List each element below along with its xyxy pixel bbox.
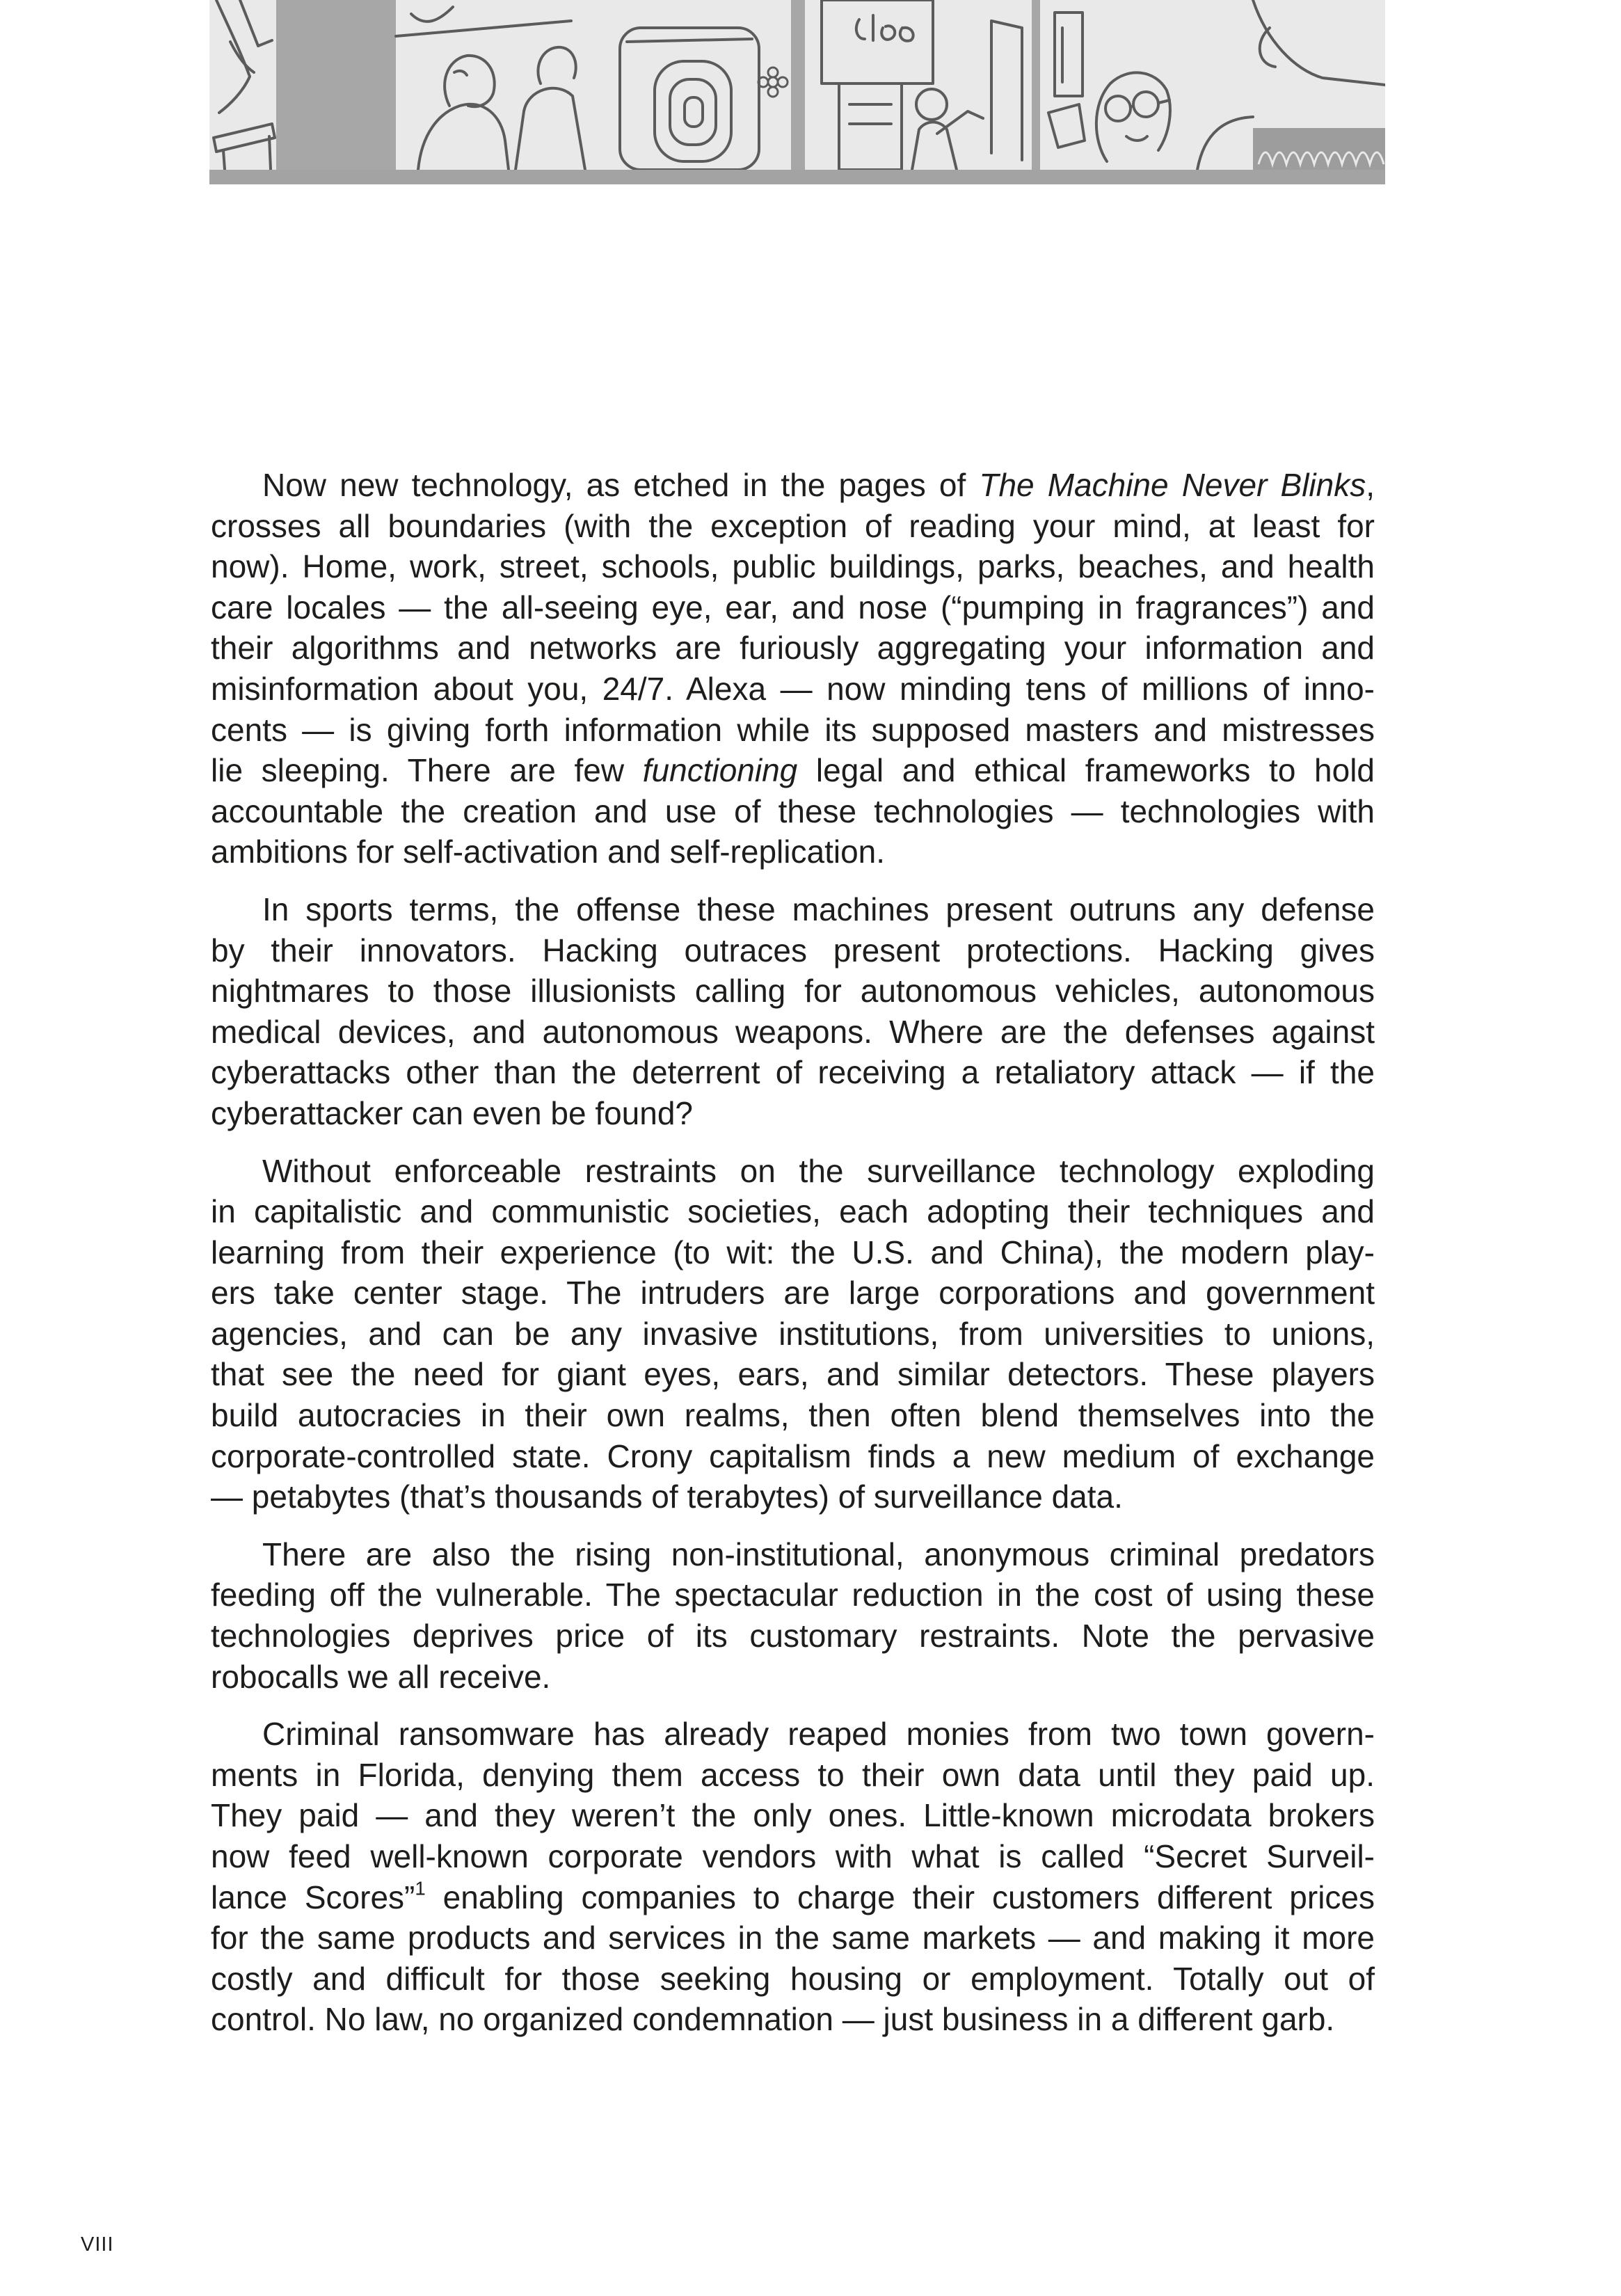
text-line: ambitions for self-activation and self-replication. [211,834,886,870]
text-line [211,1877,1375,1918]
text-line: care locales — the all-seeing eye, ear, and nose (“pumping in fragrances”) and [211,589,1375,625]
body-text [211,465,1375,2040]
illustration-bottom-band [209,170,1385,184]
text-line: control. No law, no organized condemnation — just business in a different garb. [211,2001,1335,2038]
text-line: cyberattacks other than the deterrent of receiving a retaliatory attack — if the [211,1054,1375,1091]
text-line: in capitalistic and communistic societies, each adopting their techniques and [211,1193,1375,1230]
illustration-panel-machine [805,0,1032,170]
text-line: their algorithms and networks are furiously aggregating your information and [211,630,1375,667]
paragraph [211,465,1375,872]
text-line: nightmares to those illusionists calling for autonomous vehicles, autonomous [211,973,1375,1010]
text-line: feeding off the vulnerable. The spectacular reduction in the cost of using these [211,1577,1375,1613]
text-line: crosses all boundaries (with the exception of reading your mind, at least for [211,507,1375,544]
text-line: that see the need for giant eyes, ears, and similar detectors. These players [211,1356,1375,1393]
text-line: corporate-controlled state. Crony capitalism finds a new medium of exchange [211,1437,1375,1474]
text-segment: lance Scores” [211,1879,415,1915]
text-line: for the same products and services in the same markets — and making it more [211,1920,1375,1956]
emphasized-text: The Machine Never Blinks [979,467,1366,503]
text-line: misinformation about you, 24/7. Alexa — now minding tens of millions of inno- [211,670,1375,707]
text-line: cents — is giving forth information while its supposed masters and mistresses [211,711,1375,748]
text-line: now feed well-known corporate vendors with what is called “Secret Surveil- [211,1838,1375,1874]
text-line: agencies, and can be any invasive institutions, from universities to unions, [211,1315,1375,1352]
text-line: There are also the rising non-institutional, anonymous criminal predators [262,1536,1375,1572]
page-number: VIII [81,2233,114,2256]
text-line: — petabytes (that’s thousands of terabytes) of surveillance data. [211,1478,1123,1515]
text-line: learning from their experience (to wit: the U.S. and China), the modern play- [211,1234,1375,1270]
text-line [211,750,1375,791]
text-line: In sports terms, the offense these machines present outruns any defense [262,891,1375,927]
text-line: by their innovators. Hacking outraces present protections. Hacking gives [211,932,1375,968]
emphasized-text: functioning [642,752,798,789]
paragraph [211,1714,1375,2040]
text-line: ments in Florida, denying them access to their own data until they paid up. [211,1756,1375,1793]
text-line: cyberattacker can even be found? [211,1094,694,1131]
paragraph [211,1534,1375,1697]
text-line: accountable the creation and use of these technologies — technologies with [211,792,1375,829]
paragraph [211,889,1375,1134]
text-line: They paid — and they weren’t the only ones. Little-known microdata brokers [211,1797,1375,1834]
text-line [211,465,1375,506]
text-line: costly and difficult for those seeking housing or employment. Totally out of [211,1960,1375,1997]
paragraph [211,1151,1375,1517]
footnote-marker: 1 [415,1877,426,1899]
header-illustration [209,0,1385,184]
illustration-fringe [1253,128,1385,170]
text-line: build autocracies in their own realms, then often blend themselves into the [211,1397,1375,1434]
text-segment: , [1366,467,1375,503]
text-line: now). Home, work, street, schools, public buildings, parks, beaches, and health [211,548,1375,585]
text-line: Without enforceable restraints on the surveillance technology exploding [262,1152,1375,1189]
illustration-panel-left [209,0,276,170]
text-line: Criminal ransomware has already reaped monies from two town govern- [262,1716,1375,1753]
text-line: ers take center stage. The intruders are large corporations and government [211,1275,1375,1312]
text-segment: legal and ethical frameworks to hold [797,752,1375,789]
text-segment: enabling companies to charge their customers different prices [425,1879,1375,1915]
text-line: medical devices, and autonomous weapons. Where are the defenses against [211,1013,1375,1050]
text-segment: Now new technology, as etched in the pages of [262,467,980,503]
text-segment: lie sleeping. There are few [211,752,643,789]
text-line: robocalls we all receive. [211,1658,551,1695]
text-line: technologies deprives price of its customary restraints. Note the pervasive [211,1618,1375,1655]
